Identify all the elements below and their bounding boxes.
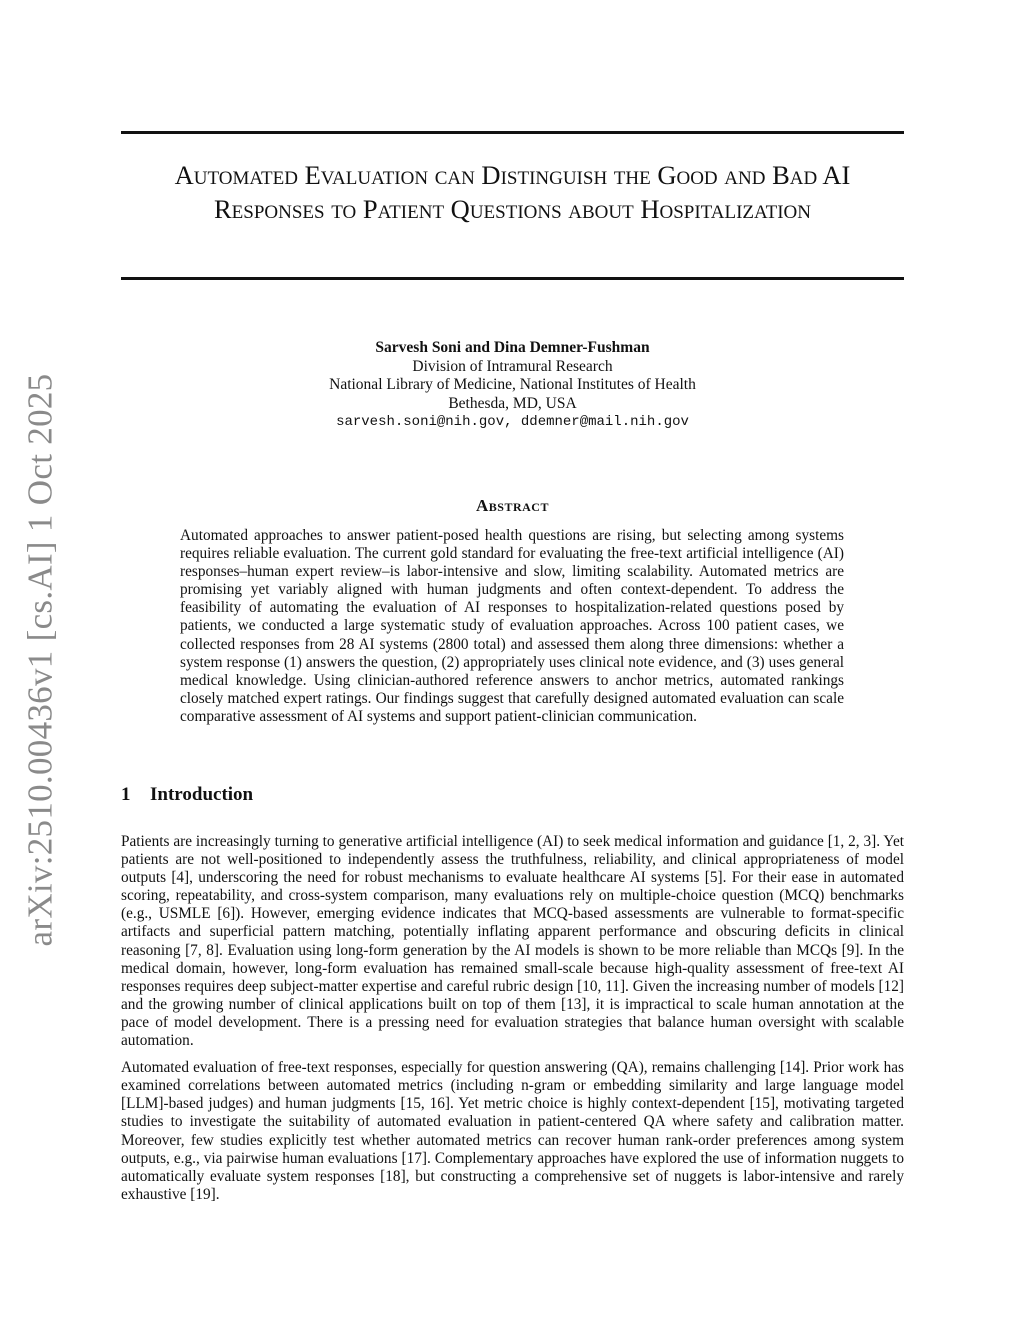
intro-paragraph: Patients are increasingly turning to generative artificial intelligence (AI) to seek medical information and guidance [1, 2, 3]. Yet patients are not well-positioned to independently assess the truthfulness, reliability, and clinical appropriateness of model outputs [4], underscoring the need for robust mechanisms to evaluate healthcare AI systems [5]. For their ease in automated scoring, repeatability, and cross-system comparison, many evaluations rely on multiple-choice question (MCQ) benchmarks (e.g., USMLE [6]). However, emerging evidence indicates that MCQ-based assessments are vulnerable to format-specific artifacts and superficial pattern matching, potentially inflating apparent performance and obscuring deficits in clinical reasoning [7, 8]. Evaluation using long-form generation by the AI models is shown to be more reliable than MCQs [9]. In the medical domain, however, long-form evaluation has remained small-scale because high-quality assessment of free-text AI responses requires deep subject-matter expertise and careful rubric design [10, 11]. Given the increasing number of models [12] and the growing number of clinical applications built on top of them [13], it is impractical to scale human annotation at the pace of model development. There is a pressing need for evaluation strategies that balance human oversight with scalable automation.	[121, 833, 904, 1050]
section-heading-introduction	[121, 784, 253, 806]
title-rule-top	[121, 131, 904, 134]
section-number: 1	[121, 784, 131, 805]
author-location: Bethesda, MD, USA	[448, 394, 577, 412]
section-title: Introduction	[150, 784, 254, 805]
author-block	[121, 339, 904, 432]
arxiv-identifier-stamp	[0, 373, 80, 947]
author-institution: National Library of Medicine, National Institutes of Health	[329, 376, 696, 393]
intro-paragraph: Automated evaluation of free-text responses, especially for question answering (QA), remains challenging [14]. Prior work has examined correlations between automated metrics (including n-gram or embedding similarity and large language model [LLM]-based judges) and human judgments [15, 16]. Yet metric choice is highly context-dependent [15], motivating targeted studies to investigate the suitability of automated evaluation in patient-centered QA where safety and calibration matter. Moreover, few studies explicitly test whether automated metrics can recover human rank-order preferences among system outputs, e.g., via pairwise human evaluations [17]. Complementary approaches have explored the use of information nuggets to automatically evaluate system responses [18], but constructing a comprehensive set of nuggets is labor-intensive and rarely exhaustive [19].	[121, 1059, 904, 1203]
abstract-heading: Abstract	[476, 496, 549, 515]
arxiv-identifier-text: arXiv:2510.00436v1 [cs.AI] 1 Oct 2025	[20, 373, 60, 947]
author-names: Sarvesh Soni and Dina Demner-Fushman	[375, 339, 650, 356]
author-emails: sarvesh.soni@nih.gov, ddemner@mail.nih.gov	[336, 414, 689, 430]
introduction-body	[121, 833, 904, 1213]
author-division: Division of Intramural Research	[412, 357, 613, 375]
title-rule-bottom	[121, 277, 904, 280]
abstract-body: Automated approaches to answer patient-posed health questions are rising, but selecting among systems requires reliable evaluation. The current gold standard for evaluating the free-text artificial intelligence (AI) responses–human expert review–is labor-intensive and slow, limiting scalability. Automated metrics are promising yet variably aligned with human judgments and often context-dependent. To address the feasibility of automating the evaluation of AI responses to hospitalization-related questions posed by patients, we conducted a large systematic study of evaluation approaches. Across 100 patient cases, we collected responses from 28 AI systems (2800 total) and assessed them along three dimensions: whether a system response (1) answers the question, (2) appropriately uses clinical note evidence, and (3) uses general medical knowledge. Using clinician-authored reference answers to anchor metrics, automated rankings closely matched expert ratings. Our findings suggest that carefully designed automated evaluation can scale comparative assessment of AI systems and support patient-clinician communication.	[180, 527, 844, 725]
paper-title: Automated Evaluation can Distinguish the Good and Bad AI Responses to Patient Questions about Hospitalization	[174, 160, 851, 224]
